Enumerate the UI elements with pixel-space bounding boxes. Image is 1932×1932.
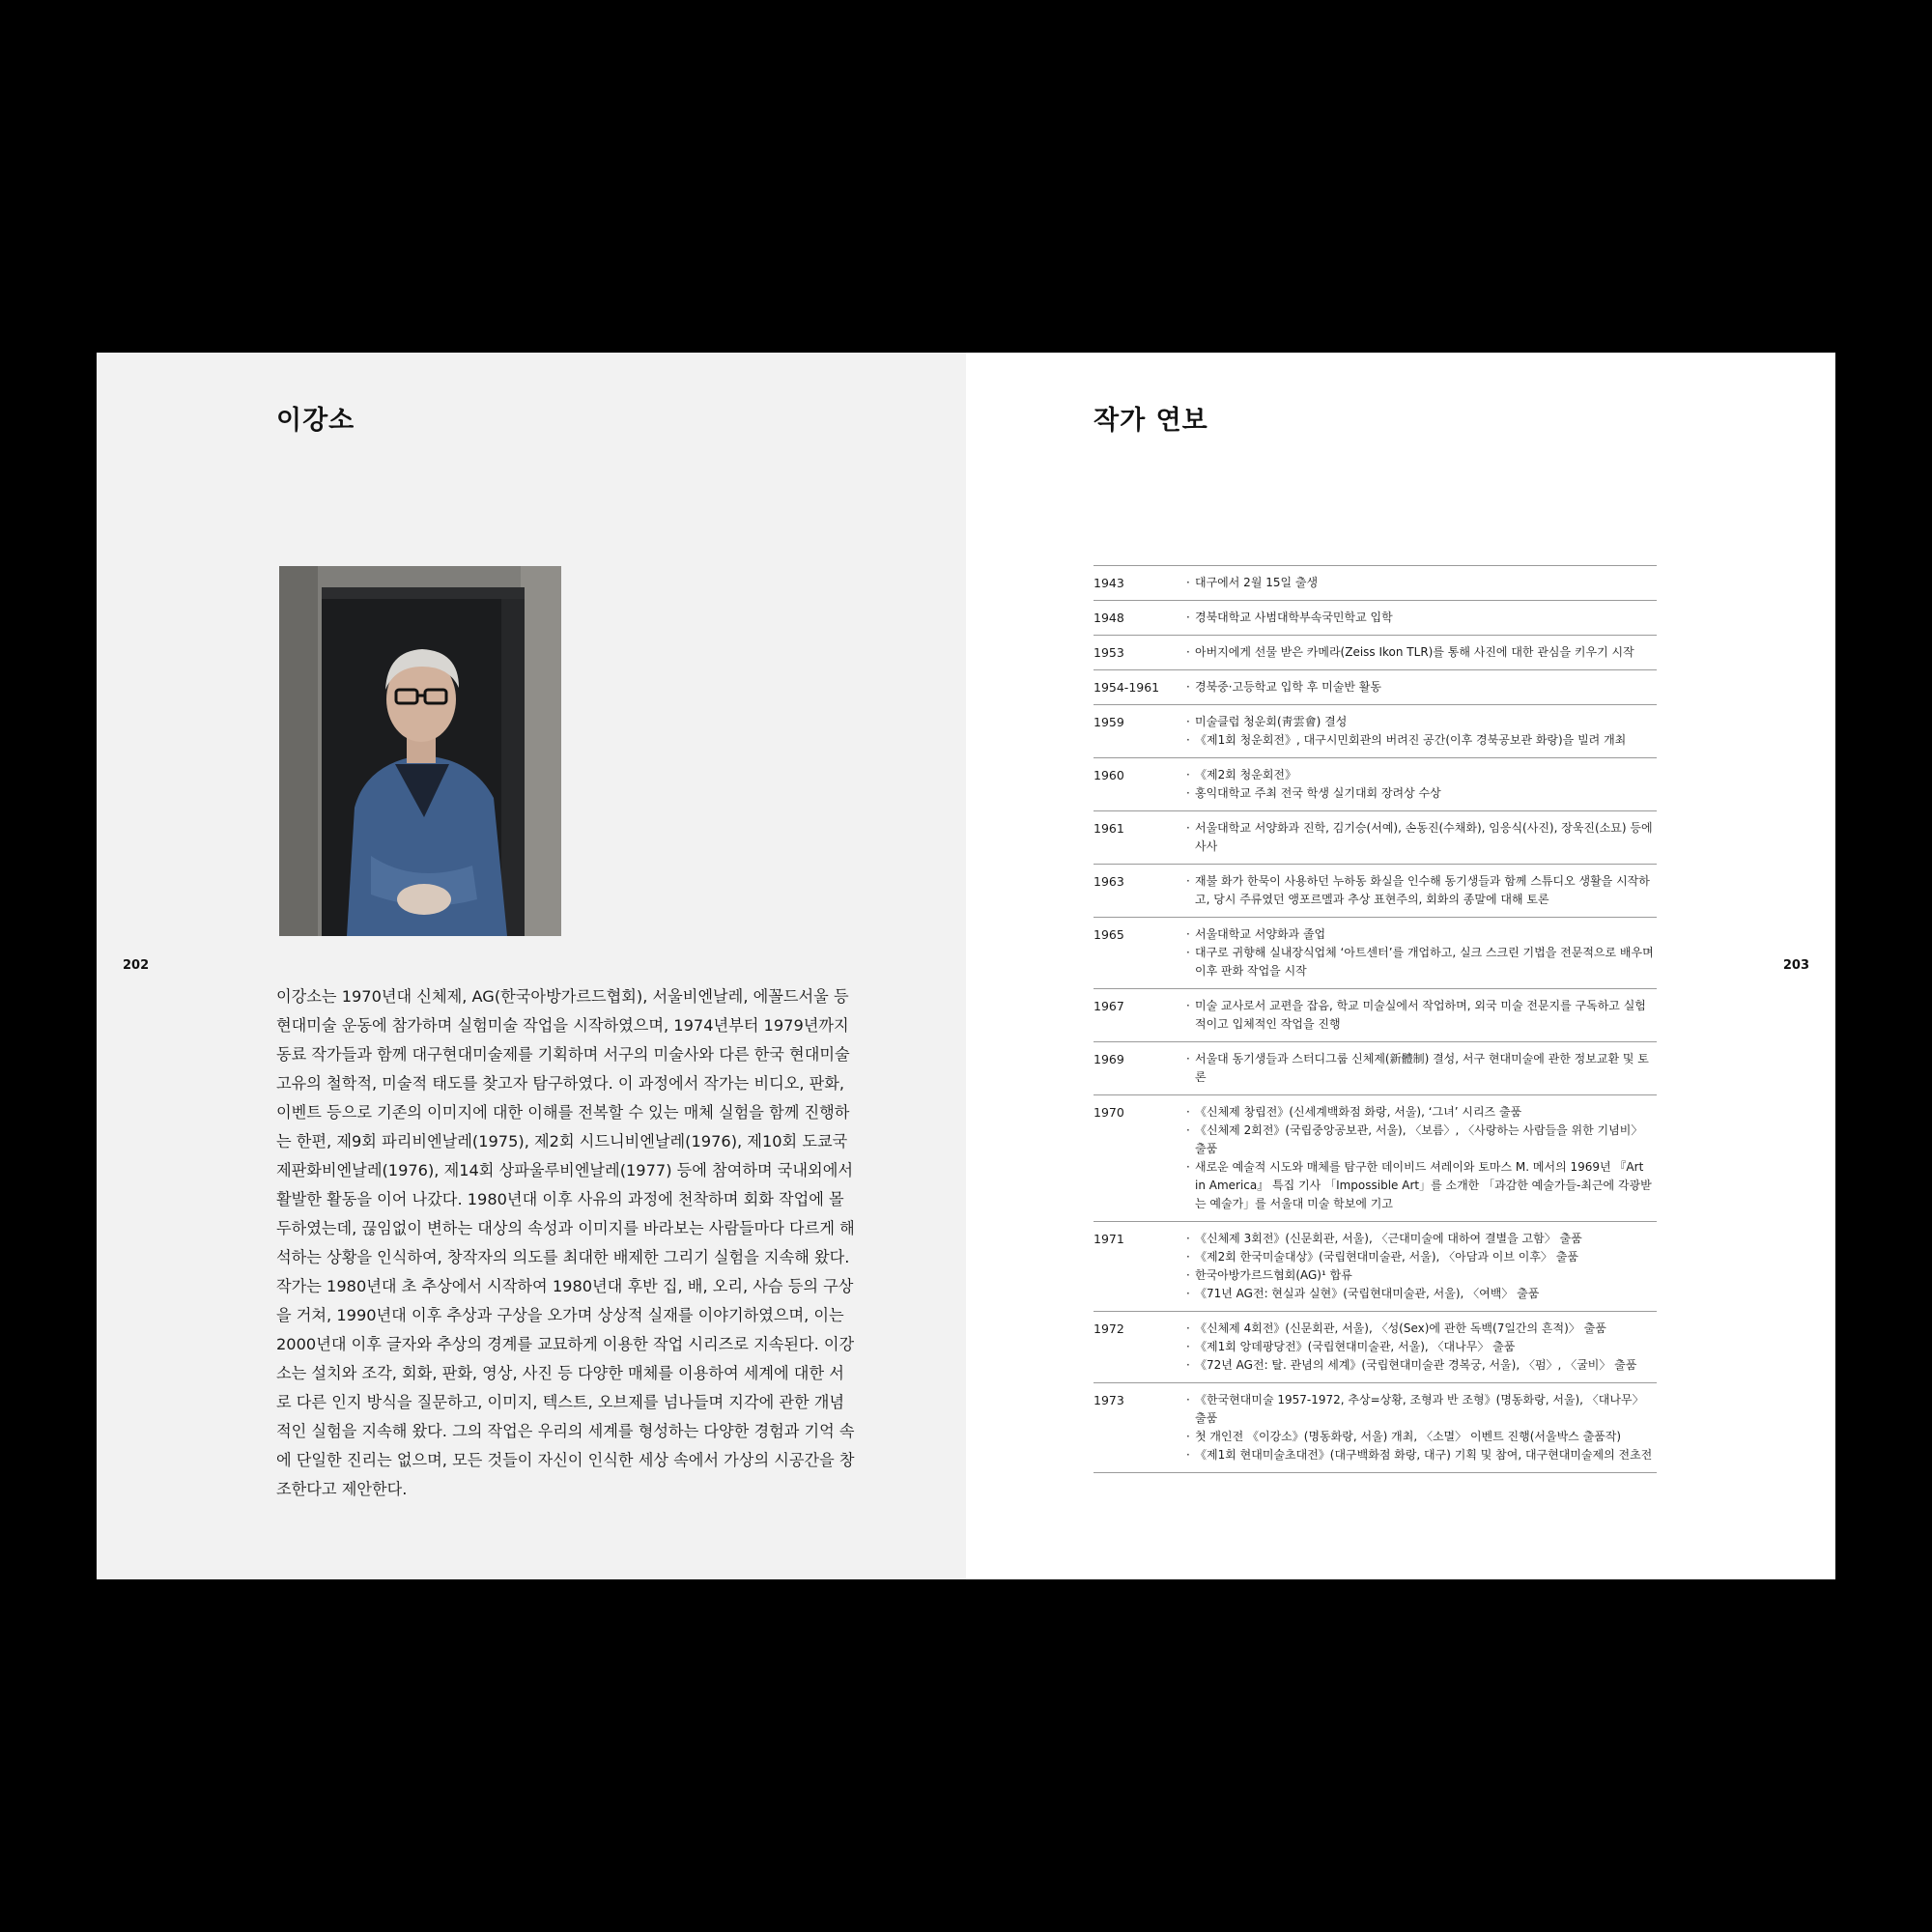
chronology-year: 1967 [1094,999,1124,1013]
chronology-event: · 새로운 예술적 시도와 매체를 탐구한 데이비드 셔레이와 토마스 M. 메서의 1969년 『Art in America』 특집 기사 「Impossible Art」를 소개한 「과감한 예술가들-최근에 각광받는 예술가」를 서울대 미술 학보에 기고 [1186,1158,1657,1213]
artist-biography: 이강소는 1970년대 신체제, AG(한국아방가르드협회), 서울비엔날레, 에꼴드서울 등 현대미술 운동에 참가하며 실험미술 작업을 시작하였으며, 1974년부터 1979년까지 동료 작가들과 함께 대구현대미술제를 기획하며 서구의 미술사와 다른 한국 현대미술 고유의 철학적, 미술적 태도를 찾고자 탐구하였다. 이 과정에서 작가는 비디오, 판화, 이벤트 등으로 기존의 이미지에 대한 이해를 전복할 수 있는 매체 실험을 함께 진행하는 한편, 제9회 파리비엔날레(1975), 제2회 시드니비엔날레(1976), 제10회 도쿄국제판화비엔날레(1976), 제14회 상파울루비엔날레(1977) 등에 참여하며 국내외에서 활발한 활동을 이어 나갔다. 1980년대 이후 사유의 과정에 천착하며 회화 작업에 몰두하였는데, 끊임없이 변하는 대상의 속성과 이미지를 바라보는 사람들마다 다르게 해석하는 상황을 인식하여, 창작자의 의도를 최대한 배제한 그리기 실험을 지속해 왔다. 작가는 1980년대 초 추상에서 시작하여 1980년대 후반 집, 배, 오리, 사슴 등의 구상을 거쳐, 1990년대 이후 추상과 구상을 오가며 상상적 실재를 이야기하였으며, 이는 2000년대 이후 글자와 추상의 경계를 교묘하게 이용한 작업 시리즈로 지속된다. 이강소는 설치와 조각, 회화, 판화, 영상, 사진 등 다양한 매체를 이용하여 세계에 대한 서로 다른 인지 방식을 질문하고, 이미지, 텍스트, 오브제를 넘나들며 지각에 관한 개념적인 실험을 지속해 왔다. 그의 작업은 우리의 세계를 형성하는 다양한 경험과 기억 속에 단일한 진리는 없으며, 모든 것들이 자신이 인식한 세상 속에서 가상의 시공간을 창조한다고 제안한다. [276,987,855,1498]
chronology-events [1186,574,1657,592]
chronology-event: · 《신체제 2회전》(국립중앙공보관, 서울), 〈보름〉, 〈사랑하는 사람들을 위한 기념비〉 출품 [1186,1122,1657,1158]
chronology-year: 1954-1961 [1094,680,1160,695]
chronology-year: 1959 [1094,715,1124,729]
chronology-row [1094,1222,1657,1312]
chronology-events [1186,997,1657,1034]
chronology-event: · 《제2회 청운회전》 [1186,766,1657,784]
chronology-row [1094,670,1657,705]
chronology-year: 1961 [1094,821,1124,836]
chronology-year: 1953 [1094,645,1124,660]
chronology-year: 1948 [1094,611,1124,625]
chronology-row [1094,989,1657,1042]
chronology-event: · 서울대 동기생들과 스터디그룹 신체제(新體制) 결성, 서구 현대미술에 관한 정보교환 및 토론 [1186,1050,1657,1087]
left-page [97,353,966,1579]
chronology-row [1094,636,1657,670]
chronology-table [1094,565,1657,1473]
chronology-year: 1970 [1094,1105,1124,1120]
chronology-event: · 홍익대학교 주최 전국 학생 실기대회 장려상 수상 [1186,784,1657,803]
chronology-event: · 재불 화가 한묵이 사용하던 누하동 화실을 인수해 동기생들과 함께 스튜디오 생활을 시작하고, 당시 주류였던 앵포르멜과 추상 표현주의, 회화의 종말에 대해 토론 [1186,872,1657,909]
chronology-year: 1960 [1094,768,1124,782]
chronology-event: · 대구에서 2월 15일 출생 [1186,574,1657,592]
chronology-event: · 경북대학교 사범대학부속국민학교 입학 [1186,609,1657,627]
chronology-row [1094,1383,1657,1473]
chronology-year: 1965 [1094,927,1124,942]
chronology-event: · 《신체제 3회전》(신문회관, 서울), 〈근대미술에 대하여 결별을 고함〉 출품 [1186,1230,1657,1248]
chronology-events [1186,1391,1657,1464]
chronology-year: 1972 [1094,1321,1124,1336]
chronology-row [1094,601,1657,636]
chronology-event: · 미술클럽 청운회(靑雲會) 결성 [1186,713,1657,731]
chronology-row [1094,865,1657,918]
chronology-events [1186,819,1657,856]
chronology-events [1186,643,1657,662]
chronology-event: · 《신체제 4회전》(신문회관, 서울), 〈성(Sex)에 관한 독백(7일간의 흔적)〉 출품 [1186,1320,1657,1338]
right-page [966,353,1835,1579]
chronology-row [1094,1312,1657,1383]
artist-portrait-photo [279,566,561,936]
chronology-event: · 경북중·고등학교 입학 후 미술반 활동 [1186,678,1657,696]
chronology-year: 1971 [1094,1232,1124,1246]
chronology-events [1186,766,1657,803]
chronology-events [1186,1103,1657,1213]
chronology-row [1094,758,1657,811]
chronology-event: · 《제1회 앙데팡당전》(국립현대미술관, 서울), 〈대나무〉 출품 [1186,1338,1657,1356]
chronology-event: · 《72년 AG전: 탈. 관념의 세계》(국립현대미술관 경복궁, 서울), 〈펌〉, 〈굴비〉 출품 [1186,1356,1657,1375]
chronology-row [1094,918,1657,989]
page-number-left: 202 [123,958,150,973]
chronology-event: · 《신체제 창립전》(신세계백화점 화랑, 서울), ‘그녀’ 시리즈 출품 [1186,1103,1657,1122]
page-number-right: 203 [1782,958,1809,973]
chronology-row [1094,566,1657,601]
chronology-events [1186,1050,1657,1087]
chronology-event: · 대구로 귀향해 실내장식업체 ‘아트센터’를 개업하고, 실크 스크린 기법을 전문적으로 배우며 이후 판화 작업을 시작 [1186,944,1657,980]
chronology-heading: 작가 연보 [1094,406,1208,436]
artist-name-heading: 이강소 [276,406,355,436]
chronology-year: 1943 [1094,576,1124,590]
chronology-year: 1963 [1094,874,1124,889]
chronology-year: 1969 [1094,1052,1124,1066]
chronology-events [1186,609,1657,627]
chronology-row [1094,1042,1657,1095]
chronology-events [1186,872,1657,909]
chronology-event: · 아버지에게 선물 받은 카메라(Zeiss Ikon TLR)를 통해 사진에 대한 관심을 키우기 시작 [1186,643,1657,662]
chronology-events [1186,1230,1657,1303]
chronology-event: · 한국아방가르드협회(AG)¹ 합류 [1186,1266,1657,1285]
chronology-event: · 미술 교사로서 교편을 잡음, 학교 미술실에서 작업하며, 외국 미술 전문지를 구독하고 실험적이고 입체적인 작업을 진행 [1186,997,1657,1034]
chronology-event: · 서울대학교 서양화과 졸업 [1186,925,1657,944]
book-spread [97,353,1835,1579]
chronology-row [1094,705,1657,758]
chronology-event: · 《71년 AG전: 현실과 실현》(국립현대미술관, 서울), 〈여백〉 출품 [1186,1285,1657,1303]
chronology-year: 1973 [1094,1393,1124,1407]
chronology-event: · 서울대학교 서양화과 진학, 김기승(서예), 손동진(수채화), 임응식(사진), 장욱진(소묘) 등에 사사 [1186,819,1657,856]
chronology-row [1094,811,1657,865]
chronology-events [1186,925,1657,980]
portrait-illustration [279,566,561,936]
chronology-event: · 첫 개인전 《이강소》(명동화랑, 서울) 개최, 〈소멸〉 이벤트 진행(서울박스 출품작) [1186,1428,1657,1446]
chronology-event: · 《제2회 한국미술대상》(국립현대미술관, 서울), 〈아담과 이브 이후〉 출품 [1186,1248,1657,1266]
chronology-row [1094,1095,1657,1222]
chronology-events [1186,1320,1657,1375]
chronology-event: · 《한국현대미술 1957-1972, 추상=상황, 조형과 반 조형》(명동화랑, 서울), 〈대나무〉 출품 [1186,1391,1657,1428]
chronology-event: · 《제1회 현대미술초대전》(대구백화점 화랑, 대구) 기획 및 참여, 대구현대미술제의 전초전 [1186,1446,1657,1464]
chronology-event: · 《제1회 청운회전》, 대구시민회관의 버려진 공간(이후 경북공보관 화랑)을 빌려 개최 [1186,731,1657,750]
chronology-events [1186,678,1657,696]
chronology-events [1186,713,1657,750]
